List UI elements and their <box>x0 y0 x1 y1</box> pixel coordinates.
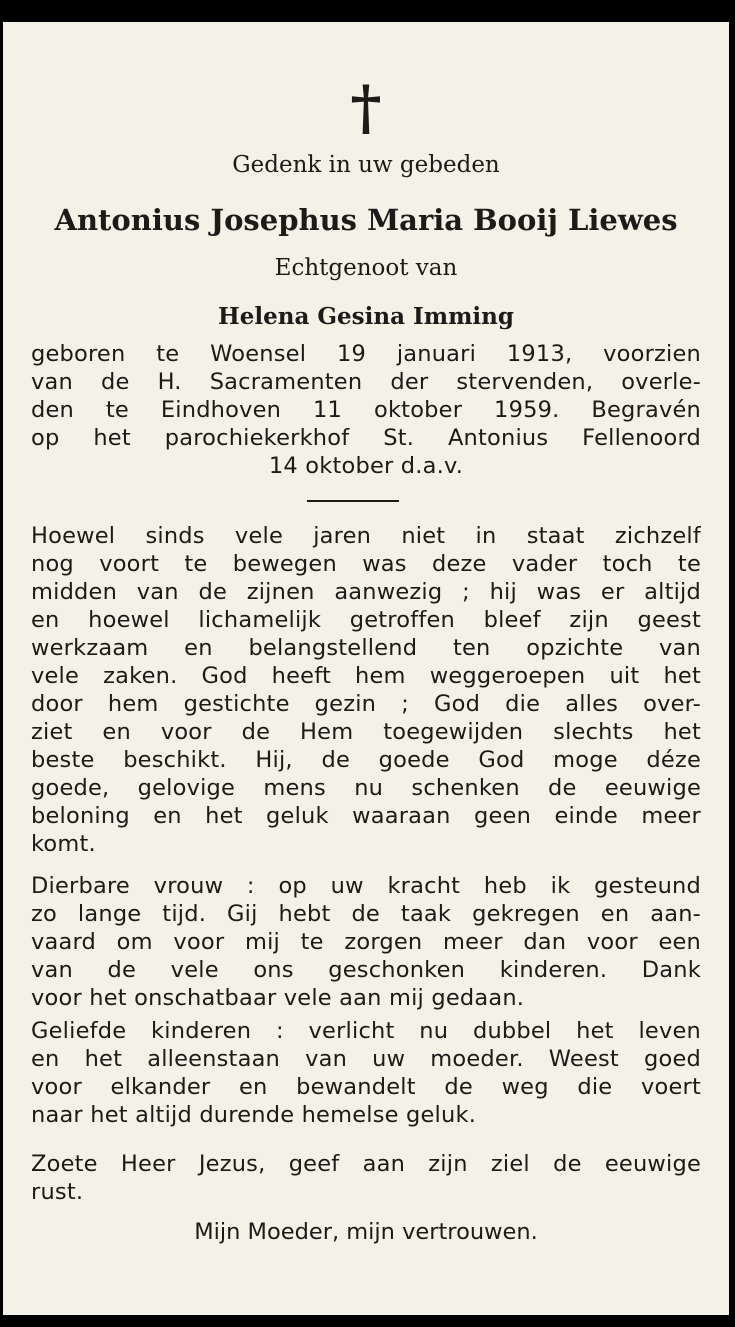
paragraph-children <box>31 1017 701 1129</box>
cross-icon: † <box>350 73 382 143</box>
text-line: door hem gestichte gezin ; God die alles over- <box>31 691 701 717</box>
text-line: werkzaam en belangstellend ten opzichte van <box>31 635 701 661</box>
divider <box>307 500 399 502</box>
text-line: vele zaken. God heeft hem weggeroepen uit het <box>31 663 701 689</box>
text-line: nog voort te bewegen was deze vader toch te <box>31 551 701 577</box>
bio-line: 14 oktober d.a.v. <box>268 453 464 479</box>
text-line: zo lange tijd. Gij hebt de taak gekregen en aan- <box>31 901 701 927</box>
paragraph-wife <box>31 872 701 1012</box>
text-line: ziet en voor de Hem toegewijden slechts het <box>31 719 701 745</box>
prayer-paragraph <box>31 1150 701 1206</box>
text-line: midden van de zijnen aanwezig ; hij was er altijd <box>31 579 701 605</box>
text-line: van de vele ons geschonken kinderen. Dank <box>31 957 701 983</box>
text-line: vaard om voor mij te zorgen meer dan voor een <box>31 929 701 955</box>
bio-line: den te Eindhoven 11 oktober 1959. Begravén <box>31 397 701 423</box>
text-line: beloning en het geluk waaraan geen einde meer <box>31 803 701 829</box>
text-line: en het alleenstaan van uw moeder. Weest goed <box>31 1046 701 1072</box>
memorial-card <box>3 22 729 1315</box>
bio-line: geboren te Woensel 19 januari 1913, voorzien <box>31 341 701 367</box>
text-line: voor het onschatbaar vele aan mij gedaan. <box>31 985 525 1011</box>
text-line: goede, gelovige mens nu schenken de eeuwige <box>31 775 701 801</box>
deceased-name: Antonius Josephus Maria Booij Liewes <box>54 203 678 237</box>
paragraph-father <box>31 522 701 858</box>
bio-line: van de H. Sacramenten der stervenden, overle- <box>31 369 701 395</box>
text-line: rust. <box>31 1179 84 1205</box>
text-line: Dierbare vrouw : op uw kracht heb ik gesteund <box>31 873 701 899</box>
text-line: Geliefde kinderen : verlicht nu dubbel het leven <box>31 1018 701 1044</box>
text-line: naar het altijd durende hemelse geluk. <box>31 1102 477 1128</box>
intro-text: Gedenk in uw gebeden <box>232 152 500 178</box>
spouse-name: Helena Gesina Imming <box>218 303 514 330</box>
text-line: Zoete Heer Jezus, geef aan zijn ziel de eeuwige <box>31 1151 701 1177</box>
text-line: beste beschikt. Hij, de goede God moge déze <box>31 747 701 773</box>
spouse-label: Echtgenoot van <box>274 255 458 281</box>
closing-prayer: Mijn Moeder, mijn vertrouwen. <box>194 1219 538 1245</box>
text-line: voor elkander en bewandelt de weg die voert <box>31 1074 701 1100</box>
bio-line: op het parochiekerkhof St. Antonius Fellenoord <box>31 425 701 451</box>
text-line: Hoewel sinds vele jaren niet in staat zichzelf <box>31 523 701 549</box>
text-line: komt. <box>31 831 96 857</box>
biography-paragraph <box>31 340 701 480</box>
text-line: en hoewel lichamelijk getroffen bleef zijn geest <box>31 607 701 633</box>
